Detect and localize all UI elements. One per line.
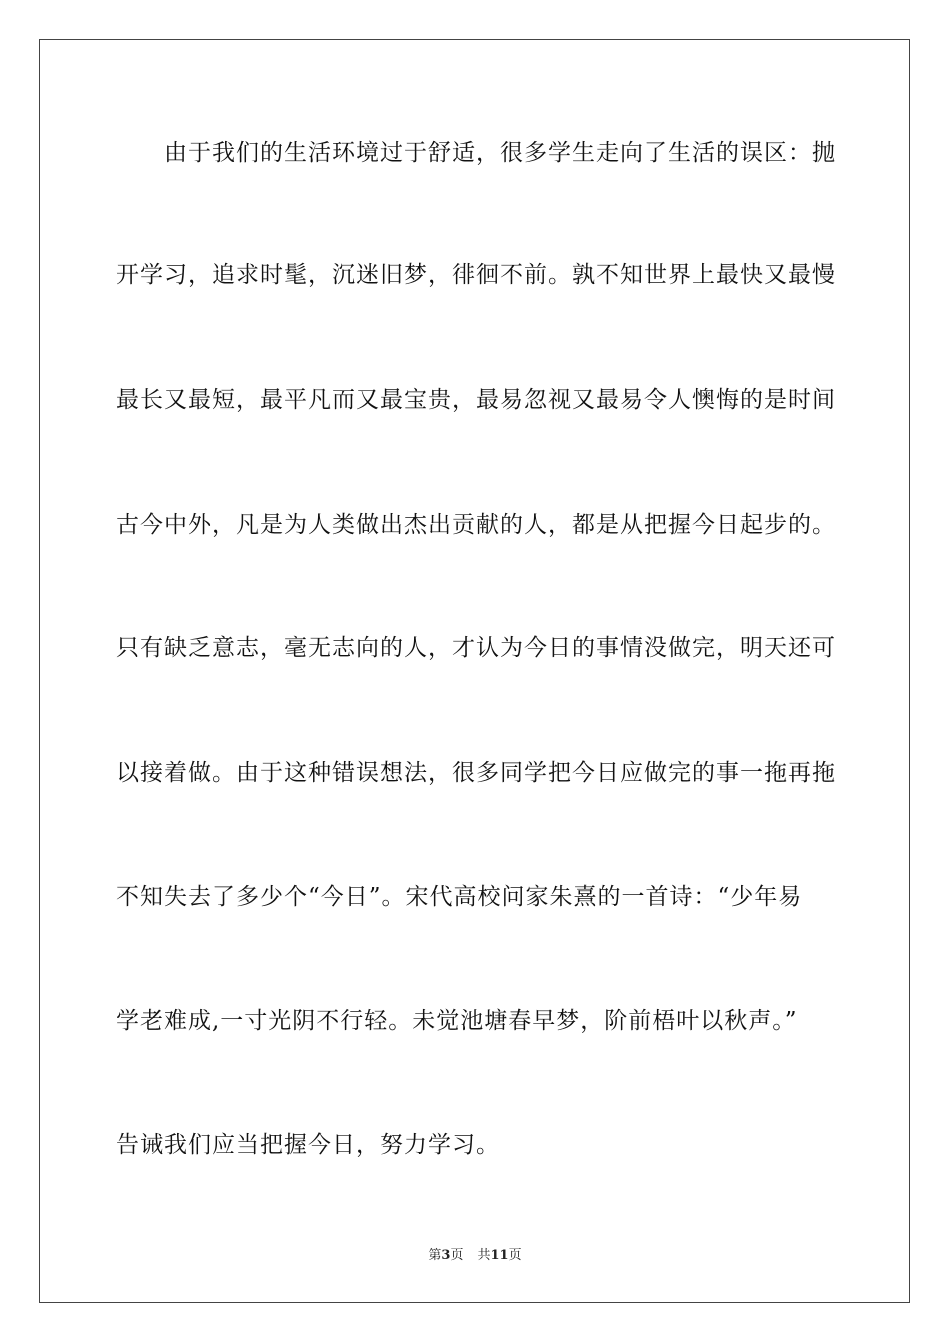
total-pages: 11 [490, 1248, 509, 1263]
page-number: 3 [441, 1248, 451, 1263]
paragraph-line: 由于我们的生活环境过于舒适，很多学生走向了生活的误区：抛 [164, 140, 836, 166]
paragraph-line: 最长又最短，最平凡而又最宝贵，最易忽视又最易令人懊悔的是时间 [116, 387, 836, 413]
paragraph-line: 学老难成,一寸光阴不行轻。未觉池塘春早梦，阶前梧叶以秋声。” [116, 1008, 798, 1034]
page-footer [0, 1247, 950, 1265]
paragraph-line: 不知失去了多少个“今日”。宋代高校问家朱熹的一首诗：“少年易 [116, 884, 803, 910]
page-suffix: 页 [450, 1248, 464, 1263]
paragraph-line: 开学习，追求时髦，沉迷旧梦，徘徊不前。孰不知世界上最快又最慢 [116, 262, 836, 288]
total-suffix: 页 [508, 1248, 522, 1263]
page-border [39, 39, 910, 1303]
total-prefix: 共 [477, 1248, 491, 1263]
paragraph-line: 古今中外，凡是为人类做出杰出贡献的人，都是从把握今日起步的。 [116, 512, 836, 538]
paragraph-line: 以接着做。由于这种错误想法，很多同学把今日应做完的事一拖再拖 [116, 760, 836, 786]
paragraph-line: 只有缺乏意志，毫无志向的人，才认为今日的事情没做完，明天还可 [116, 635, 836, 661]
paragraph-line: 告诫我们应当把握今日，努力学习。 [116, 1132, 500, 1158]
page-prefix: 第 [428, 1248, 442, 1263]
